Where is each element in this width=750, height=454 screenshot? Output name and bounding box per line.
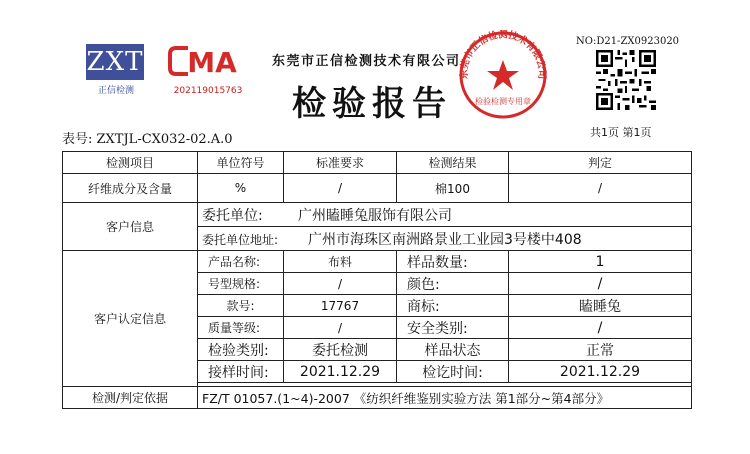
cma-number: 202119015763 bbox=[173, 86, 243, 96]
brand-label: 商标: bbox=[397, 295, 509, 317]
quantity-value: 1 bbox=[509, 251, 692, 273]
color-label: 颜色: bbox=[397, 273, 509, 295]
client-address bbox=[198, 227, 692, 251]
stamp-bottom-text: 检验检测专用章 bbox=[475, 97, 531, 106]
brand-value: 瞌睡兔 bbox=[509, 295, 692, 317]
header-judge: 判定 bbox=[509, 152, 692, 174]
quantity-label: 样品数量: bbox=[397, 251, 509, 273]
receive-time-label: 接样时间: bbox=[198, 361, 284, 383]
basis-label: 检测/判定依据 bbox=[63, 387, 198, 409]
report-table bbox=[62, 151, 692, 409]
document-number: NO:D21-ZX0923020 bbox=[576, 36, 680, 47]
complete-time-label: 检讫时间: bbox=[397, 361, 509, 383]
product-label: 产品名称: bbox=[198, 251, 284, 273]
fiber-judge: / bbox=[509, 174, 692, 203]
grade-label: 质量等级: bbox=[198, 317, 284, 339]
style-value: 17767 bbox=[284, 295, 397, 317]
cma-logo bbox=[168, 44, 248, 96]
client-addr-value: 广州市海珠区南洲路景业工业园3号楼中408 bbox=[308, 231, 582, 248]
report-title: 检验报告 bbox=[292, 84, 452, 124]
complete-time-value: 2021.12.29 bbox=[509, 361, 692, 383]
header-result: 检测结果 bbox=[397, 152, 509, 174]
confirm-info-label: 客户认定信息 bbox=[63, 251, 198, 387]
fiber-item: 纤维成分及含量 bbox=[63, 174, 198, 203]
model-label: 号型规格: bbox=[198, 273, 284, 295]
qr-code-icon bbox=[596, 50, 656, 110]
style-label: 款号: bbox=[198, 295, 284, 317]
zxt-logo bbox=[86, 44, 146, 96]
safety-value: / bbox=[509, 317, 692, 339]
inspection-type-label: 检验类别: bbox=[198, 339, 284, 361]
client-unit-label: 委托单位: bbox=[202, 207, 263, 224]
header-item: 检测项目 bbox=[63, 152, 198, 174]
fiber-row bbox=[63, 174, 692, 203]
receive-time-value: 2021.12.29 bbox=[284, 361, 397, 383]
zxt-logo-mark: ZXT bbox=[86, 44, 144, 80]
table-header-row bbox=[63, 152, 692, 174]
grade-value: / bbox=[284, 317, 397, 339]
header-standard: 标准要求 bbox=[284, 152, 397, 174]
cma-logo-icon bbox=[168, 44, 246, 78]
model-value: / bbox=[284, 273, 397, 295]
sample-state-value: 正常 bbox=[509, 339, 692, 361]
basis-row bbox=[63, 387, 692, 409]
company-name: 东莞市正信检测技术有限公司 bbox=[272, 54, 461, 69]
basis-value: FZ/T 01057.(1~4)-2007 《纺织纤维鉴别实验方法 第1部分~第4部分》 bbox=[198, 387, 692, 409]
client-unit bbox=[198, 203, 692, 227]
stamp-ring-text: 东莞市正信检测技术有限公司 bbox=[458, 30, 548, 80]
form-number: 表号: ZXTJL-CX032-02.A.0 bbox=[62, 132, 233, 147]
cma-logo-text: MA bbox=[187, 46, 237, 78]
client-info-label: 客户信息 bbox=[63, 203, 198, 251]
fiber-result: 棉100 bbox=[397, 174, 509, 203]
product-value: 布料 bbox=[284, 251, 397, 273]
client-unit-row bbox=[63, 203, 692, 227]
page-indicator: 共1页 第1页 bbox=[590, 126, 652, 139]
inspection-type-value: 委托检测 bbox=[284, 339, 397, 361]
color-value: / bbox=[509, 273, 692, 295]
safety-label: 安全类别: bbox=[397, 317, 509, 339]
header-unit: 单位符号 bbox=[198, 152, 284, 174]
confirm-row-1 bbox=[63, 251, 692, 273]
seal-stamp-icon bbox=[458, 30, 548, 120]
client-unit-value: 广州瞌睡兔服饰有限公司 bbox=[298, 207, 452, 224]
fiber-standard: / bbox=[284, 174, 397, 203]
fiber-unit: % bbox=[198, 174, 284, 203]
client-addr-label: 委托单位地址: bbox=[202, 232, 279, 247]
zxt-logo-subtitle: 正信检测 bbox=[97, 86, 134, 96]
sample-state-label: 样品状态 bbox=[397, 339, 509, 361]
